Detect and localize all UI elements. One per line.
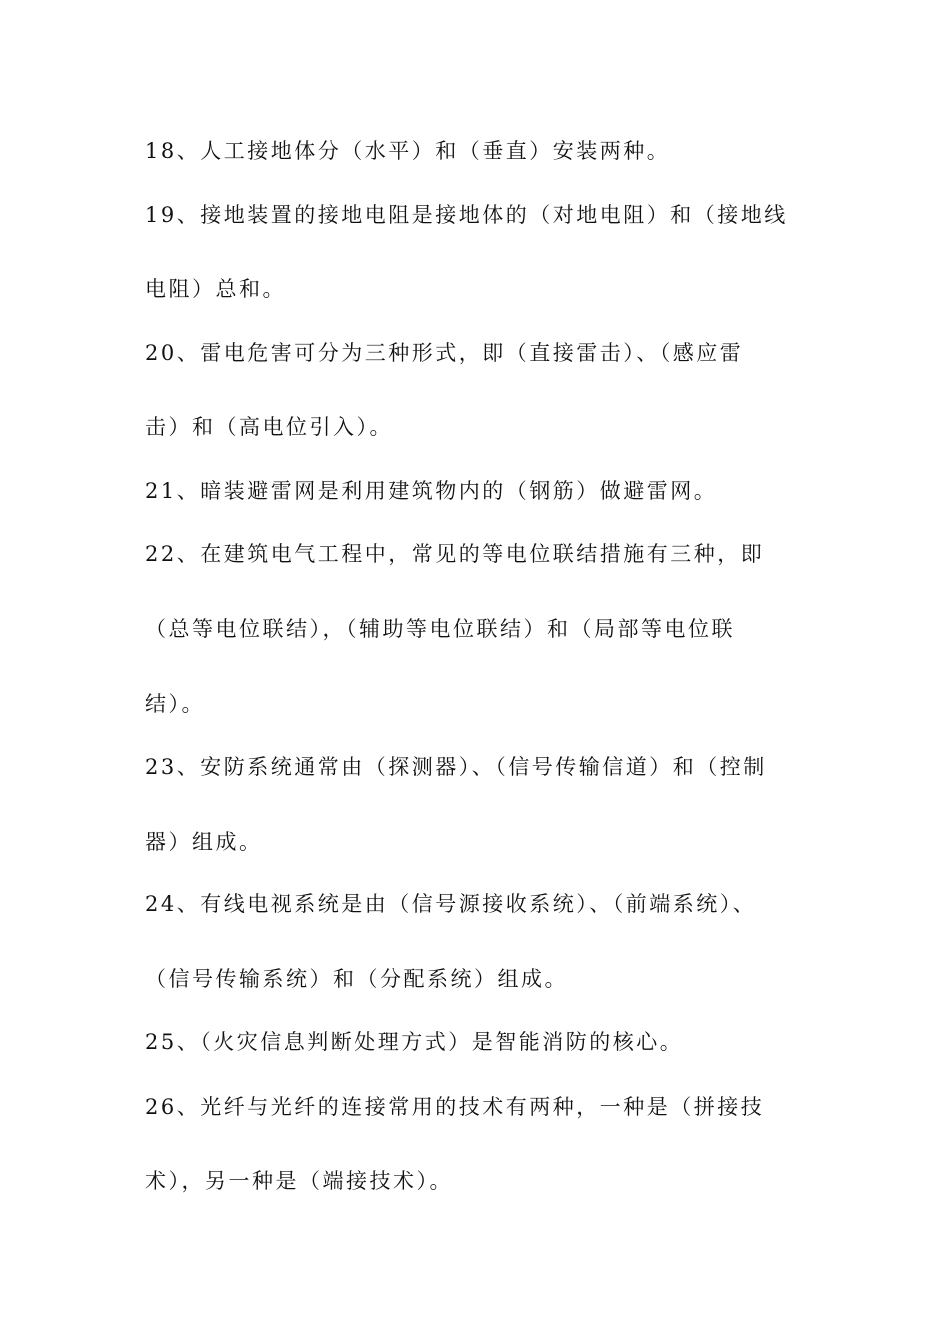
text-line-q21: 21、暗装避雷网是利用建筑物内的（钢筋）做避雷网。 — [145, 479, 718, 503]
text-line-q20-cont: 击）和（高电位引入）。 — [145, 415, 393, 439]
text-line-q22-cont: （总等电位联结），（辅助等电位联结）和（局部等电位联 — [145, 617, 735, 641]
text-line-q19: 19、接地装置的接地电阻是接地体的（对地电阻）和（接地线 — [145, 203, 788, 227]
text-line-q22: 22、在建筑电气工程中，常见的等电位联结措施有三种，即 — [145, 542, 765, 566]
text-line-q24: 24、有线电视系统是由（信号源接收系统）、（前端系统）、 — [145, 892, 757, 916]
text-line-q26: 26、光纤与光纤的连接常用的技术有两种，一种是（拼接技 — [145, 1095, 765, 1119]
text-line-q23-cont: 器）组成。 — [145, 830, 263, 854]
text-line-q20: 20、雷电危害可分为三种形式，即（直接雷击）、（感应雷 — [145, 341, 744, 365]
text-line-q25: 25、（火灾信息判断处理方式）是智能消防的核心。 — [145, 1030, 684, 1054]
text-line-q19-cont: 电阻）总和。 — [145, 277, 286, 301]
text-line-q23: 23、安防系统通常由（探测器）、（信号传输信道）和（控制 — [145, 755, 767, 779]
text-line-q24-cont: （信号传输系统）和（分配系统）组成。 — [145, 967, 568, 991]
text-line-q18: 18、人工接地体分（水平）和（垂直）安装两种。 — [145, 139, 671, 163]
text-line-q26-cont: 术），另一种是（端接技术）。 — [145, 1169, 453, 1193]
text-line-q22-end: 结）。 — [145, 692, 205, 716]
